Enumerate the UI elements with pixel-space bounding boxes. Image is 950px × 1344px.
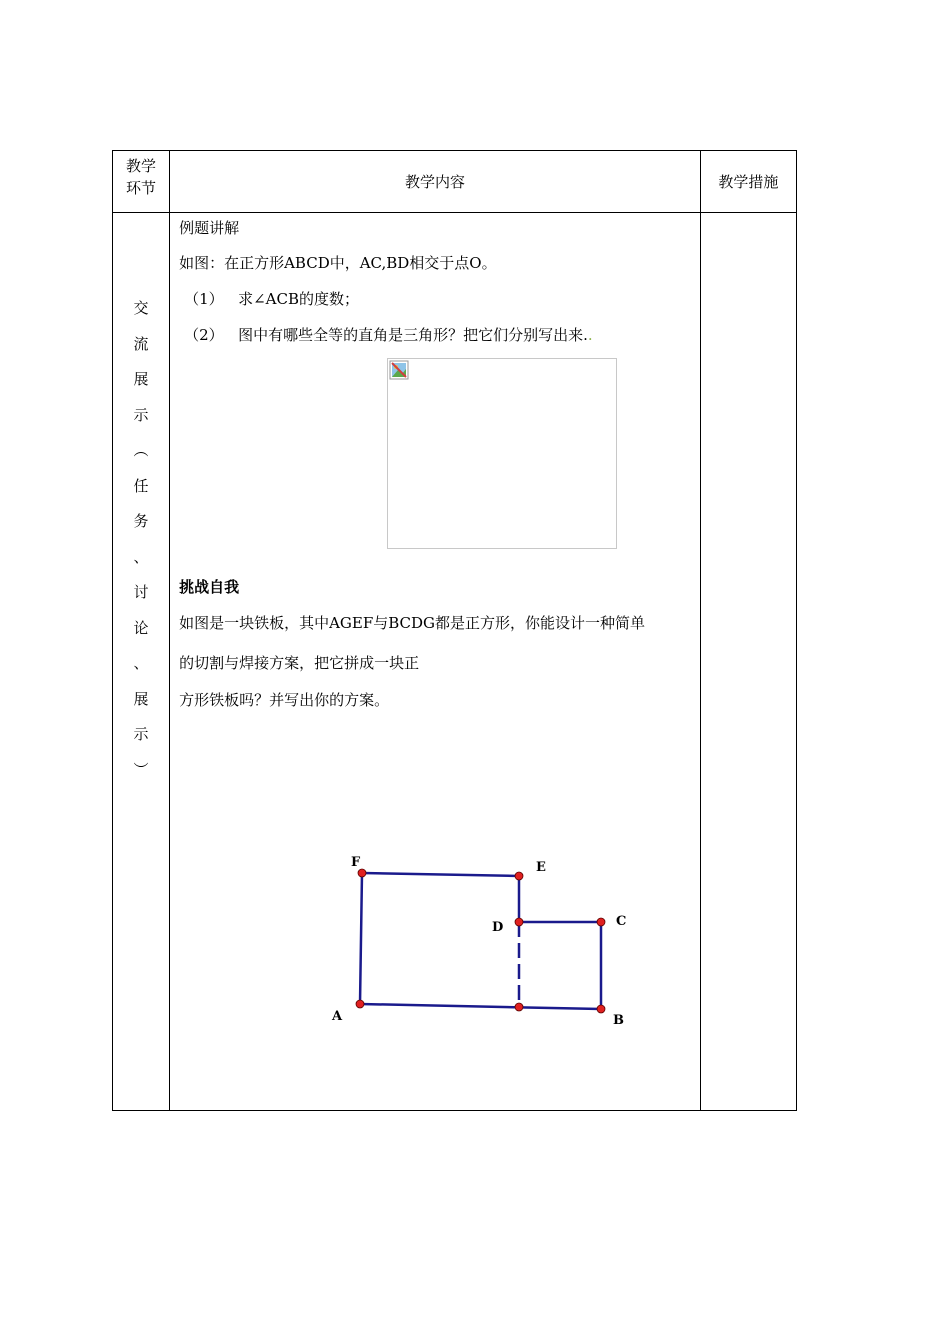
header-stage-line2: 环节	[126, 179, 157, 197]
measures-cell	[700, 213, 796, 1111]
stage-char: 流	[133, 334, 149, 353]
iron-plate-figure	[170, 213, 700, 1113]
stage-char: 、	[133, 654, 149, 672]
challenge-line-2: 的切割与焊接方案，把它拼成一块正	[179, 654, 420, 672]
stage-char: ︶	[133, 760, 149, 779]
label-d: D	[492, 920, 504, 935]
header-measures: 教学措施	[718, 172, 779, 191]
stage-cell	[113, 213, 170, 1111]
header-stage-line1: 教学	[126, 157, 157, 175]
challenge-line-1: 如图是一块铁板，其中AGEF与BCDG都是正方形，你能设计一种简单	[179, 614, 646, 632]
challenge-heading: 挑战自我	[179, 578, 240, 596]
point-a	[356, 1000, 364, 1008]
stage-char: 任	[133, 476, 149, 495]
table-body-row	[113, 213, 797, 1111]
label-a: A	[332, 1009, 343, 1024]
point-g	[515, 1003, 523, 1011]
label-b: B	[613, 1013, 625, 1028]
point-b	[597, 1005, 605, 1013]
label-c: C	[616, 914, 627, 929]
stage-char: 展	[133, 370, 149, 388]
stage-char: 论	[133, 618, 149, 637]
stage-char: 示	[133, 405, 149, 424]
question-2-dot: .	[587, 326, 593, 344]
stage-char: 展	[133, 689, 149, 708]
label-f: F	[351, 855, 361, 870]
point-c	[597, 918, 605, 926]
plate-outline	[360, 873, 601, 1009]
stage-char: 示	[133, 725, 149, 743]
lesson-plan-table	[112, 150, 797, 1111]
question-1-text: 求∠ACB的度数；	[238, 290, 359, 308]
stage-vertical-text	[113, 291, 169, 788]
table-header-row	[113, 151, 797, 213]
header-measures-cell	[700, 151, 796, 213]
point-f	[358, 869, 366, 877]
header-content-cell	[170, 151, 701, 213]
question-2-number: （2）	[184, 326, 224, 344]
stage-char: 务	[133, 512, 149, 530]
header-content: 教学内容	[404, 172, 465, 191]
header-stage-cell	[113, 151, 170, 213]
content-cell	[170, 213, 701, 1111]
stage-char: ︵	[133, 441, 149, 459]
stage-char: 讨	[133, 583, 149, 601]
question-1-number: （1）	[184, 290, 224, 308]
stage-char: 交	[133, 299, 149, 317]
point-e	[515, 872, 523, 880]
point-d	[515, 918, 523, 926]
challenge-line-3: 方形铁板吗？并写出你的方案。	[179, 691, 390, 709]
label-e: E	[536, 860, 546, 875]
stage-char: 、	[133, 547, 149, 566]
example-intro: 如图：在正方形ABCD中，AC,BD相交于点O。	[179, 254, 497, 272]
question-2-text: 图中有哪些全等的直角是三角形？把它们分别写出来.	[238, 326, 588, 344]
example-heading: 例题讲解	[179, 219, 240, 237]
